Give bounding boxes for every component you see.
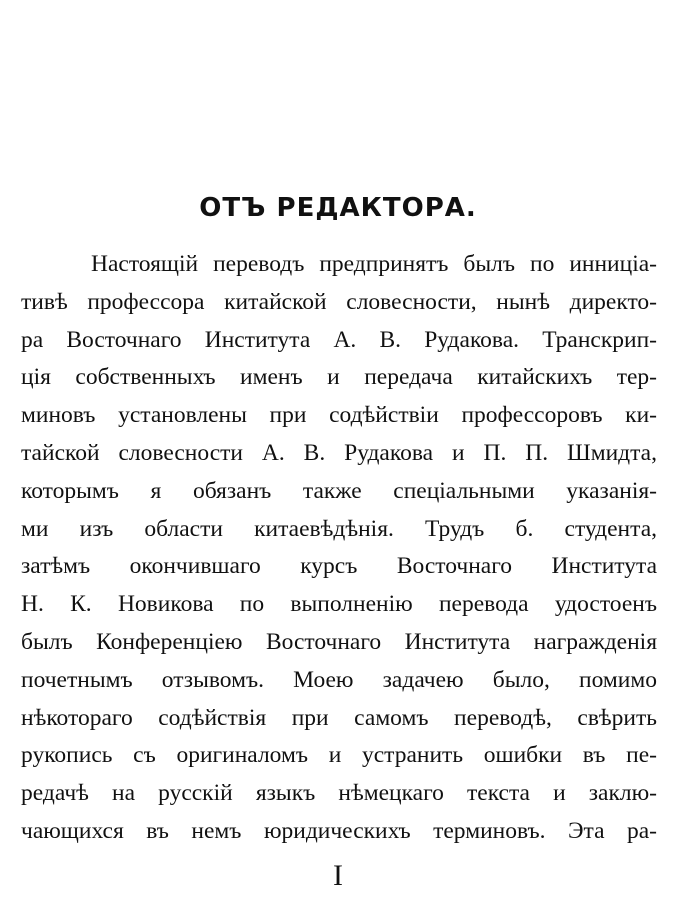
text-line: Н. К. Новикова по выполненію перевода удостоенъ (21, 591, 657, 618)
text-line: тайской словесности А. В. Рудакова и П. П. Шмидта, (21, 439, 657, 466)
text-line: редачѣ на русскій языкъ нѣмецкаго текста и заклю- (21, 780, 657, 807)
text-line: ра Восточнаго Института А. В. Рудакова. Транскрип- (21, 326, 657, 353)
text-line: затѣмъ окончившаго курсъ Восточнаго Института (21, 553, 657, 580)
page-number: I (333, 859, 343, 892)
text-line: тивѣ профессора китайской словесности, нынѣ директо- (21, 288, 657, 315)
text-line: ми изъ области китаевѣдѣнія. Трудъ б. студента, (21, 515, 657, 542)
text-line: былъ Конференціею Восточнаго Института награжденія (21, 628, 657, 655)
text-line: нѣкотораго содѣйствія при самомъ переводѣ, свѣрить (21, 704, 657, 731)
text-line: которымъ я обязанъ также спеціальными указанія- (21, 477, 657, 504)
text-line: миновъ установлены при содѣйствіи профессоровъ ки- (21, 402, 657, 429)
text-line: Настоящій переводъ предпринятъ былъ по инниціа- (91, 251, 657, 277)
text-line: почетнымъ отзывомъ. Моею задачею было, помимо (21, 666, 657, 693)
page-title: ОТЪ РЕДАКТОРА. (199, 193, 477, 223)
body-text (21, 246, 657, 851)
text-line: ція собственныхъ именъ и передача китайскихъ тер- (21, 364, 657, 391)
text-line: рукопись съ оригиналомъ и устранить ошибки въ пе- (21, 742, 657, 769)
text-line: чающихся въ немъ юридическихъ терминовъ. Эта ра- (21, 817, 657, 844)
